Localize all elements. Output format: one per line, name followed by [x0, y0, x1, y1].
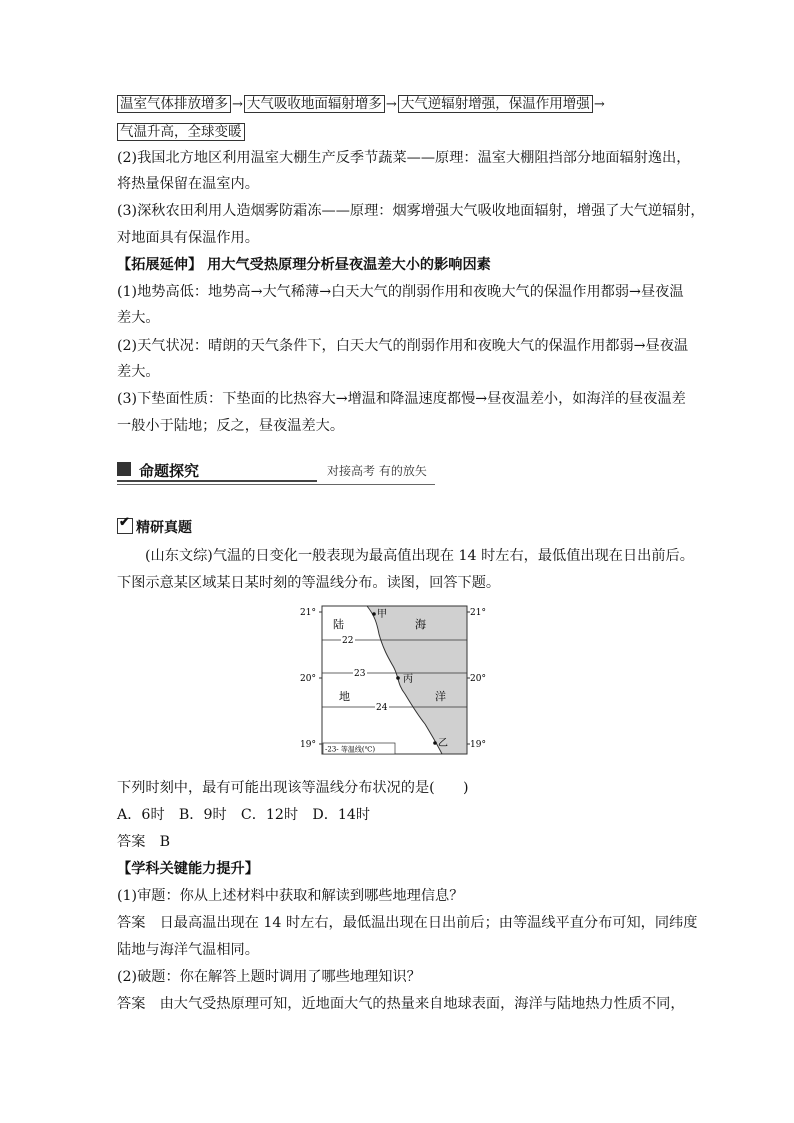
- question-intro-1: (山东文综)气温的日变化一般表现为最高值出现在 14 时左右，最低值出现在日出前后。: [145, 548, 694, 564]
- arrow-icon: →: [385, 97, 397, 112]
- point-jia: [372, 612, 376, 616]
- lat-label-left-21: 21°: [300, 608, 316, 618]
- lat-label-left-20: 20°: [300, 674, 316, 684]
- section-square-icon: [117, 462, 131, 476]
- ext-2-line2: 差大。: [117, 364, 160, 380]
- item-3-line1: (3)深秋农田利用人造烟雾防霜冻——原理：烟雾增强大气吸收地面辐射，增强了大气逆辐射，: [117, 203, 705, 219]
- arrow-icon: →: [593, 97, 605, 112]
- flow-chain-line1: [117, 94, 606, 115]
- map-legend-text: -23- 等温线(℃): [325, 745, 376, 754]
- ext-1-line1: (1)地势高低：地势高→大气稀薄→白天大气的削弱作用和夜晚大气的保温作用都弱→昼夜温: [117, 284, 684, 300]
- flow-box-3: 大气逆辐射增强，保温作用增强: [398, 95, 593, 113]
- question-stem: 下列时刻中，最有可能出现该等温线分布状况的是( ): [117, 780, 469, 796]
- point-label-bing: 丙: [403, 674, 413, 685]
- sea-label-2: 洋: [435, 690, 446, 703]
- lat-label-right-21: 21°: [470, 608, 486, 618]
- ext-3-line2: 一般小于陆地；反之，昼夜温差大。: [117, 418, 345, 434]
- flow-box-4: 气温升高，全球变暖: [117, 123, 245, 141]
- item-3-line2: 对地面具有保温作用。: [117, 230, 259, 246]
- section-title: 命题探究: [139, 462, 200, 480]
- point-yi: [433, 741, 437, 745]
- question-intro-2: 下图示意某区域某日某时刻的等温线分布。读图，回答下题。: [117, 575, 501, 591]
- flow-box-1: 温室气体排放增多: [117, 95, 231, 113]
- flow-box-2: 大气吸收地面辐射增多: [244, 95, 385, 113]
- ability-q2: (2)破题：你在解答上题时调用了哪些地理知识？: [117, 969, 421, 985]
- lat-label-left-19: 19°: [300, 740, 316, 750]
- section-underline: [117, 484, 435, 485]
- subsection-title: [117, 517, 192, 537]
- lat-label-right-19: 19°: [470, 740, 486, 750]
- extension-heading: 【拓展延伸】 用大气受热原理分析昼夜温差大小的影响因素: [117, 257, 491, 273]
- isotherm-label-22: 22: [342, 636, 354, 646]
- isotherm-map: [297, 604, 492, 764]
- arrow-icon: →: [232, 97, 243, 112]
- checkbox-icon: [117, 518, 133, 534]
- section-subtitle: 对接高考 有的放矢: [327, 464, 427, 478]
- flow-chain-line2: [117, 122, 245, 142]
- subsection-title-text: 精研真题: [136, 520, 192, 536]
- lat-label-right-20: 20°: [470, 674, 486, 684]
- land-label-2: 地: [339, 690, 350, 703]
- item-2-line1: (2)我国北方地区利用温室大棚生产反季节蔬菜——原理：温室大棚阻挡部分地面辐射逸出，: [117, 150, 691, 166]
- point-label-yi: 乙: [438, 738, 448, 749]
- ability-a2-line1: 答案 由大气受热原理可知，近地面大气的热量来自地球表面，海洋与陆地热力性质不同，: [117, 996, 685, 1012]
- ext-3-line1: (3)下垫面性质：下垫面的比热容大→增温和降温速度都慢→昼夜温差小，如海洋的昼夜温差: [117, 391, 686, 407]
- ability-a1-line2: 陆地与海洋气温相同。: [117, 942, 259, 958]
- section-divider: [117, 480, 317, 482]
- question-answer: 答案 B: [117, 834, 170, 850]
- sea-label-1: 海: [415, 618, 426, 631]
- land-label-1: 陆: [333, 618, 344, 631]
- ability-a1-line1: 答案 日最高温出现在 14 时左右，最低温出现在日出前后；由等温线平直分布可知，同纬度: [117, 915, 698, 931]
- section-header: [117, 460, 437, 482]
- isotherm-label-23: 23: [354, 669, 366, 679]
- point-label-jia: 甲: [377, 609, 387, 620]
- item-2-line2: 将热量保留在温室内。: [117, 176, 259, 192]
- point-bing: [396, 676, 400, 680]
- ext-1-line2: 差大。: [117, 310, 160, 326]
- isotherm-label-24: 24: [376, 703, 388, 713]
- ability-q1: (1)审题：你从上述材料中获取和解读到哪些地理信息？: [117, 888, 464, 904]
- question-options: A．6时 B．9时 C．12时 D．14时: [117, 807, 371, 823]
- ext-2-line1: (2)天气状况：晴朗的天气条件下，白天大气的削弱作用和夜晚大气的保温作用都弱→昼夜温: [117, 338, 689, 354]
- ability-heading: 【学科关键能力提升】: [117, 861, 259, 877]
